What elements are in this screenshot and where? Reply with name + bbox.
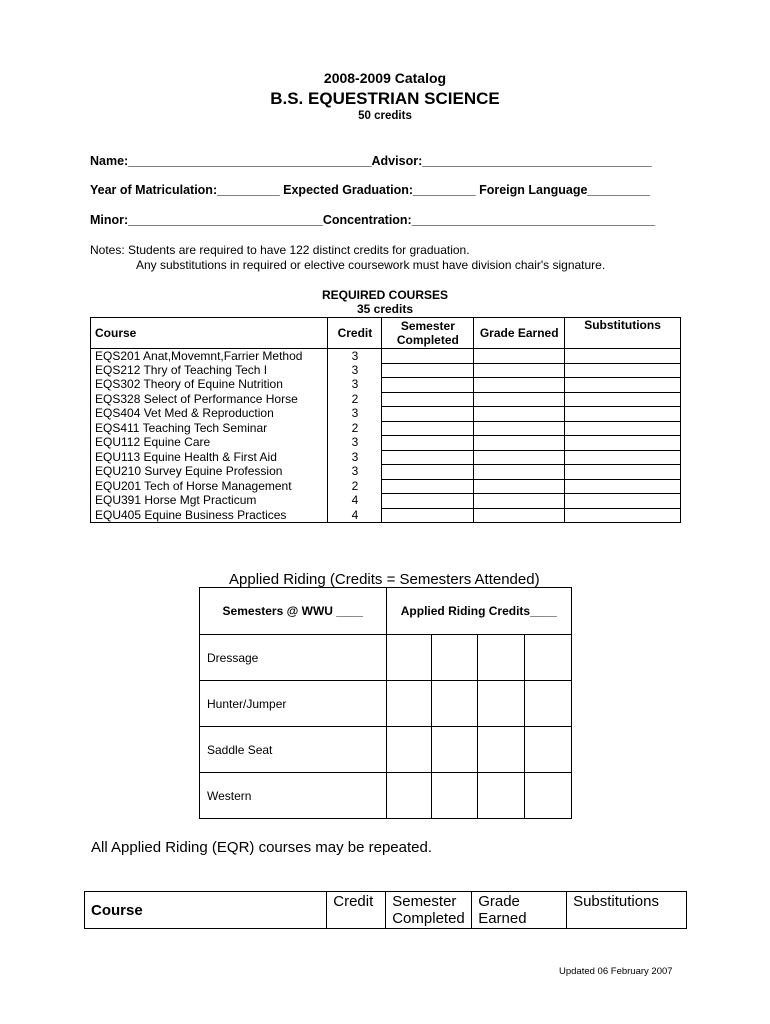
col-course: Course: [91, 318, 328, 349]
bottom-col-grade: [472, 892, 567, 929]
riding-credit-cell[interactable]: [478, 773, 525, 819]
course-name: EQS212 Thry of Teaching Tech I: [91, 363, 328, 378]
repeat-note: All Applied Riding (EQR) courses may be repeated.: [91, 839, 433, 856]
grade-cell[interactable]: [474, 407, 565, 422]
course-row: [91, 392, 681, 407]
semester-cell[interactable]: [382, 508, 474, 523]
substitution-cell[interactable]: [565, 421, 681, 436]
bottom-col-semester: [386, 892, 472, 929]
substitution-cell[interactable]: [565, 450, 681, 465]
minor-concentration-line[interactable]: Minor:____________________________Concentration:___________________________________: [90, 213, 656, 227]
riding-credit-cell[interactable]: [478, 727, 525, 773]
semester-cell[interactable]: [382, 450, 474, 465]
course-name: EQU405 Equine Business Practices: [91, 508, 328, 523]
riding-row: [200, 635, 572, 681]
riding-header-semesters: Semesters @ WWU ____: [200, 588, 387, 635]
riding-discipline: Western: [200, 773, 387, 819]
course-credit: 3: [328, 378, 382, 393]
course-row: [91, 407, 681, 422]
course-name: EQS404 Vet Med & Reproduction: [91, 407, 328, 422]
riding-discipline: Saddle Seat: [200, 727, 387, 773]
riding-credit-cell[interactable]: [525, 773, 572, 819]
course-name: EQS328 Select of Performance Horse: [91, 392, 328, 407]
course-row: [91, 479, 681, 494]
catalog-year: 2008-2009 Catalog: [323, 70, 447, 86]
riding-title: Applied Riding (Credits = Semesters Attended): [229, 571, 540, 588]
course-credit: 2: [328, 479, 382, 494]
riding-row: [200, 773, 572, 819]
substitution-cell[interactable]: [565, 363, 681, 378]
required-subtitle: 35 credits: [356, 302, 414, 316]
riding-credit-cell[interactable]: [525, 635, 572, 681]
course-row: [91, 508, 681, 523]
bottom-col-grade-l1: Grade: [478, 893, 520, 910]
grade-cell[interactable]: [474, 421, 565, 436]
riding-row: [200, 727, 572, 773]
riding-discipline: Dressage: [200, 635, 387, 681]
grade-cell[interactable]: [474, 494, 565, 509]
course-row: [91, 378, 681, 393]
program-title: B.S. EQUESTRIAN SCIENCE: [270, 89, 500, 108]
substitution-cell[interactable]: [565, 479, 681, 494]
col-substitutions: Substitutions: [565, 318, 681, 349]
substitution-cell[interactable]: [565, 494, 681, 509]
course-credit: 3: [328, 450, 382, 465]
riding-row: [200, 681, 572, 727]
course-credit: 2: [328, 421, 382, 436]
course-row: [91, 494, 681, 509]
riding-credit-cell[interactable]: [432, 727, 478, 773]
semester-cell[interactable]: [382, 436, 474, 451]
course-name: EQS201 Anat,Movemnt,Farrier Method: [91, 349, 328, 364]
course-name: EQU112 Equine Care: [91, 436, 328, 451]
semester-cell[interactable]: [382, 479, 474, 494]
course-credit: 3: [328, 436, 382, 451]
riding-credit-cell[interactable]: [432, 635, 478, 681]
course-credit: 4: [328, 508, 382, 523]
riding-credit-cell[interactable]: [386, 773, 432, 819]
course-name: EQU210 Survey Equine Profession: [91, 465, 328, 480]
grade-cell[interactable]: [474, 363, 565, 378]
course-row: [91, 363, 681, 378]
matriculation-line[interactable]: Year of Matriculation:_________ Expected Graduation:_________ Foreign Language_________: [90, 183, 650, 197]
course-credit: 3: [328, 465, 382, 480]
bottom-col-substitutions: Substitutions: [567, 892, 687, 929]
riding-credit-cell[interactable]: [478, 681, 525, 727]
name-advisor-line[interactable]: Name:___________________________________Advisor:_________________________________: [90, 154, 652, 168]
bottom-col-semester-l1: Semester: [392, 893, 457, 910]
course-row: [91, 465, 681, 480]
substitution-cell[interactable]: [565, 392, 681, 407]
applied-riding-table: [199, 587, 572, 819]
bottom-col-grade-l2: Earned: [478, 910, 527, 927]
bottom-col-semester-l2: Completed: [392, 910, 465, 927]
course-name: EQU201 Tech of Horse Management: [91, 479, 328, 494]
col-grade: Grade Earned: [474, 318, 565, 349]
substitution-cell[interactable]: [565, 465, 681, 480]
riding-credit-cell[interactable]: [478, 635, 525, 681]
semester-cell[interactable]: [382, 349, 474, 364]
riding-credit-cell[interactable]: [386, 681, 432, 727]
grade-cell[interactable]: [474, 508, 565, 523]
course-name: EQU391 Horse Mgt Practicum: [91, 494, 328, 509]
grade-cell[interactable]: [474, 349, 565, 364]
semester-cell[interactable]: [382, 465, 474, 480]
course-credit: 3: [328, 363, 382, 378]
semester-cell[interactable]: [382, 494, 474, 509]
course-row: [91, 421, 681, 436]
grade-cell[interactable]: [474, 378, 565, 393]
semester-cell[interactable]: [382, 392, 474, 407]
required-courses-table: [90, 317, 681, 523]
program-credits: 50 credits: [358, 110, 412, 122]
course-credit: 3: [328, 349, 382, 364]
grade-cell[interactable]: [474, 392, 565, 407]
updated-date: Updated 06 February 2007: [559, 966, 673, 977]
substitution-cell[interactable]: [565, 508, 681, 523]
notes-line-1: Notes: Students are required to have 122 distinct credits for graduation.: [90, 243, 470, 257]
bottom-col-course: Course: [85, 892, 327, 929]
riding-credit-cell[interactable]: [432, 681, 478, 727]
grade-cell[interactable]: [474, 465, 565, 480]
substitution-cell[interactable]: [565, 407, 681, 422]
substitution-cell[interactable]: [565, 436, 681, 451]
course-row: [91, 349, 681, 364]
col-credit: Credit: [328, 318, 382, 349]
substitution-cell[interactable]: [565, 349, 681, 364]
semester-cell[interactable]: [382, 407, 474, 422]
course-credit: 2: [328, 392, 382, 407]
required-title: REQUIRED COURSES: [321, 288, 449, 302]
notes-line-2: Any substitutions in required or elective coursework must have division chair's signature.: [136, 258, 606, 272]
grade-cell[interactable]: [474, 479, 565, 494]
col-semester: Semester Completed: [382, 318, 474, 349]
course-name: EQU113 Equine Health & First Aid: [91, 450, 328, 465]
riding-discipline: Hunter/Jumper: [200, 681, 387, 727]
riding-header-credits: Applied Riding Credits____: [386, 588, 571, 635]
elective-course-table: [84, 891, 687, 929]
grade-cell[interactable]: [474, 450, 565, 465]
course-name: EQS411 Teaching Tech Seminar: [91, 421, 328, 436]
riding-credit-cell[interactable]: [432, 773, 478, 819]
course-row: [91, 450, 681, 465]
riding-credit-cell[interactable]: [525, 727, 572, 773]
riding-credit-cell[interactable]: [525, 681, 572, 727]
course-credit: 3: [328, 407, 382, 422]
semester-cell[interactable]: [382, 363, 474, 378]
semester-cell[interactable]: [382, 378, 474, 393]
course-row: [91, 436, 681, 451]
semester-cell[interactable]: [382, 421, 474, 436]
course-name: EQS302 Theory of Equine Nutrition: [91, 378, 328, 393]
bottom-col-credit: Credit: [327, 892, 386, 929]
riding-credit-cell[interactable]: [386, 635, 432, 681]
grade-cell[interactable]: [474, 436, 565, 451]
course-credit: 4: [328, 494, 382, 509]
riding-credit-cell[interactable]: [386, 727, 432, 773]
substitution-cell[interactable]: [565, 378, 681, 393]
